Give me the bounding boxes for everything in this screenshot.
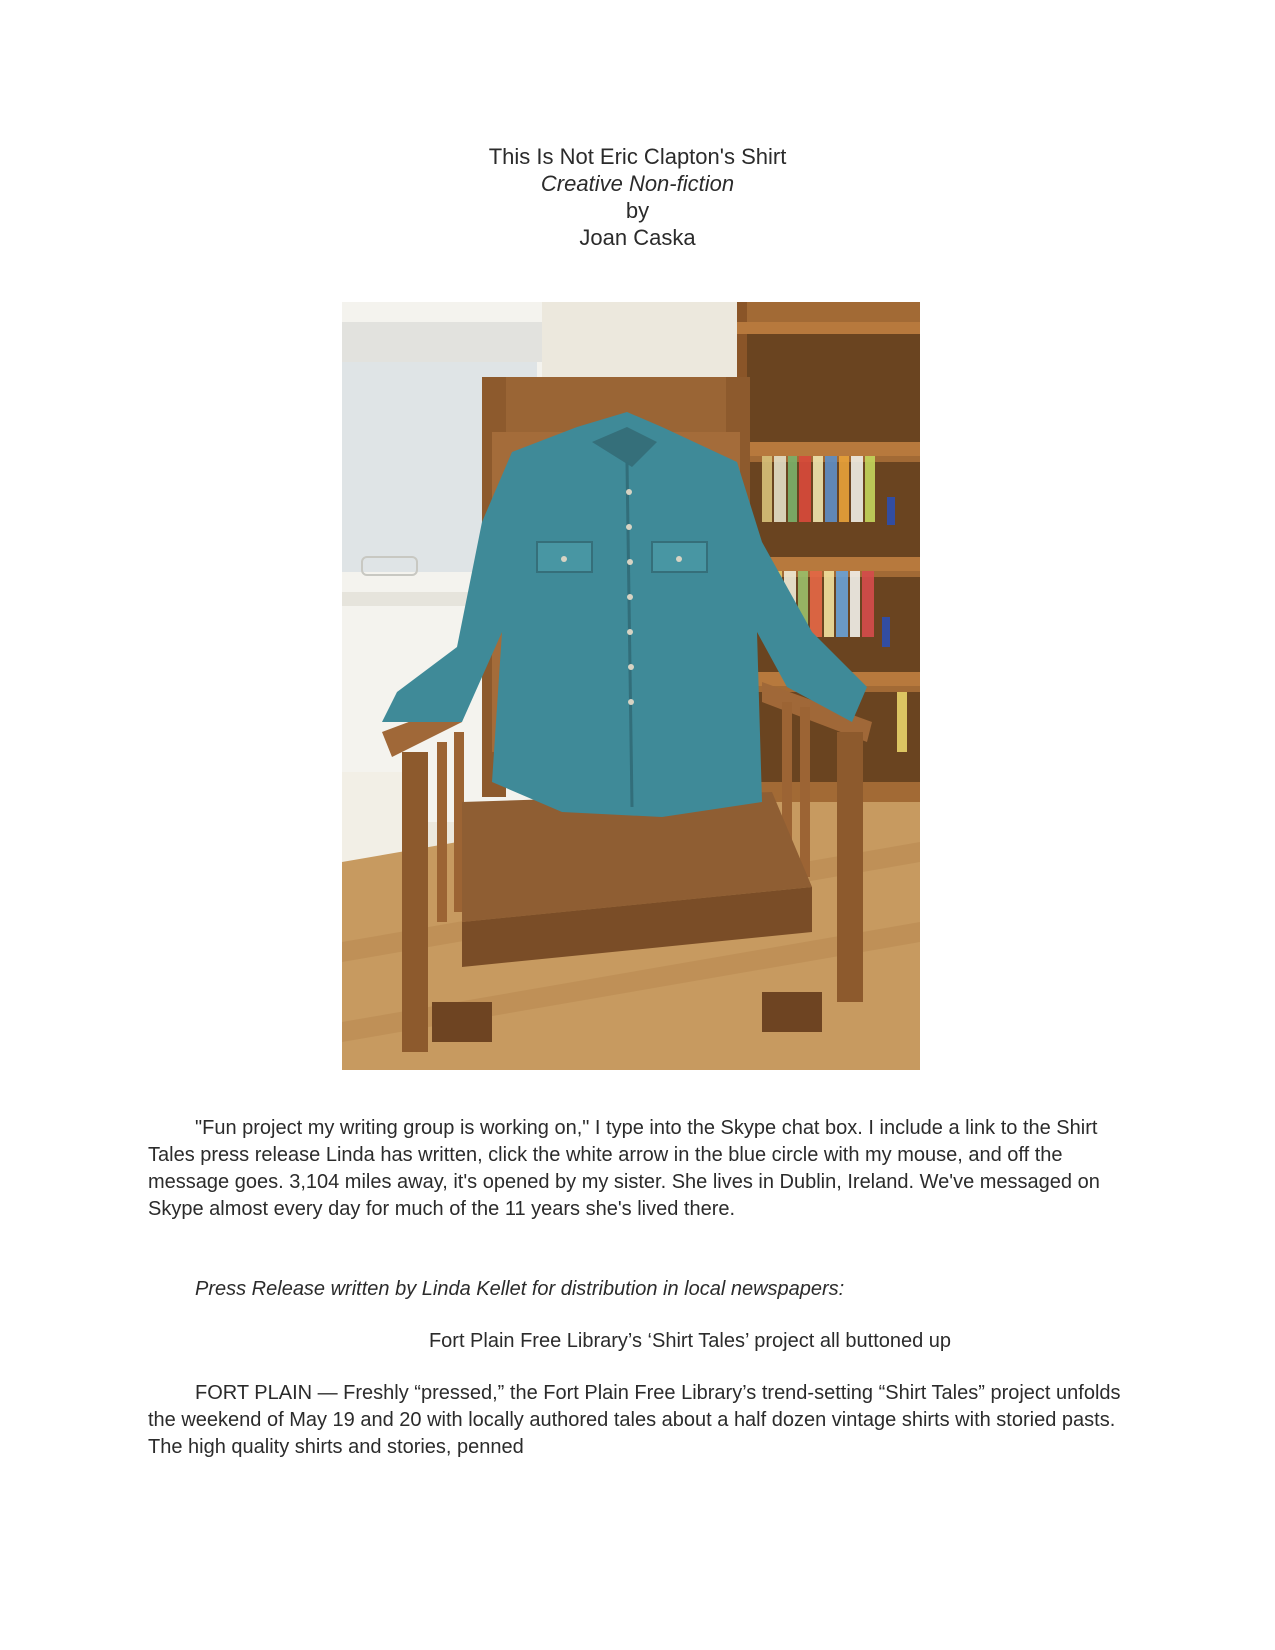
opening-paragraph bbox=[148, 1115, 1128, 1223]
document-title: This Is Not Eric Clapton's Shirt bbox=[488, 144, 787, 169]
document-subtitle: Creative Non-fiction bbox=[540, 171, 735, 196]
byline: by bbox=[625, 198, 650, 223]
press-release-body-text: FORT PLAIN — Freshly “pressed,” the Fort Plain Free Library’s trend-setting “Shirt Tales” project unfolds the weekend of May 19 and 20 with locally authored tales about a half dozen vintage shirts with storied pasts. The high quality shirts and stories, penned bbox=[148, 1382, 1121, 1458]
title-block bbox=[0, 143, 1275, 251]
opening-paragraph-text: "Fun project my writing group is working on," I type into the Skype chat box. I include a link to the Shirt Tales press release Linda has written, click the white arrow in the blue circle with my mouse, and off the message goes. 3,104 miles away, it's opened by my sister. She lives in Dublin, Ireland. We've messaged on Skype almost every day for much of the 11 years she's lived there. bbox=[148, 1117, 1100, 1220]
author-name: Joan Caska bbox=[579, 225, 696, 250]
press-release-body bbox=[148, 1380, 1128, 1461]
press-release-headline: Fort Plain Free Library’s ‘Shirt Tales’ project all buttoned up bbox=[428, 1330, 952, 1352]
press-release-intro-text: Press Release written by Linda Kellet for distribution in local newspapers: bbox=[195, 1278, 845, 1300]
shirt-on-chair-photo bbox=[342, 302, 920, 1070]
press-release-intro bbox=[148, 1276, 1128, 1303]
